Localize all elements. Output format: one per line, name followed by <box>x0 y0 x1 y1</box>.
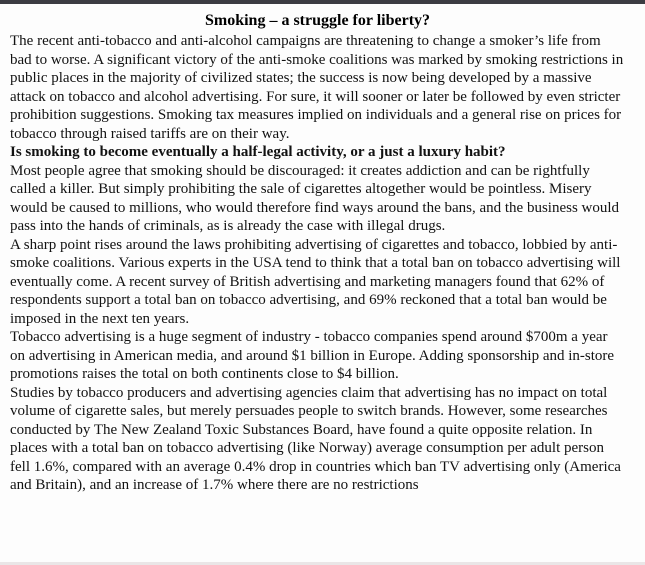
paragraph-studies: Studies by tobacco producers and advertising agencies claim that advertising has no impact on total volume of cigarette sales, but merely persuades people to switch brands. However, some researches conducted by The New Zealand Toxic Substances Board, have found a quite opposite relation. In places with a total ban on tobacco advertising (like Norway) average consumption per adult person fell 1.6%, compared with an average 0.4% drop in countries which ban TV advertising only (America and Britain), and an increase of 1.7% where there are no restrictions <box>10 384 621 493</box>
paragraph-intro: The recent anti-tobacco and anti-alcohol campaigns are threatening to change a smoker’s life from bad to worse. A significant victory of the anti-smoke coalitions was marked by smoking restrictions in public places in the majority of civilized states; the success is now being developed by a massive attack on tobacco and alcohol advertising. For sure, it will sooner or later be followed by even stricter prohibition suggestions. Smoking tax measures implied on individuals and a general rise on prices for tobacco through raised tariffs are on their way. <box>10 33 624 142</box>
paragraph-intro-question: Is smoking to become eventually a half-legal activity, or a just a luxury habit? <box>10 144 506 160</box>
paragraph-advertising-laws: A sharp point rises around the laws prohibiting advertising of cigarettes and tobacco, lobbied by anti-smoke coalitions. Various experts in the USA tend to think that a total ban on tobacco advertising will eventually come. A recent survey of British advertising and marketing managers found that 62% of respondents support a total ban on tobacco advertising, and 69% reckoned that a total ban would be imposed in the next ten years. <box>10 236 621 327</box>
paragraph-discouraged: Most people agree that smoking should be discouraged: it creates addiction and can be rightfully called a killer. But simply prohibiting the sale of cigarettes altogether would be pointless. Misery would be caused to millions, who would therefore find ways around the bans, and the business would pass into the hands of criminals, as is already the case with illegal drugs. <box>10 162 620 234</box>
paragraph-advertising-spend: Tobacco advertising is a huge segment of industry - tobacco companies spend around $700m a year on advertising in American media, and around $1 billion in Europe. Adding sponsorship and in-store promotions raises the total on both continents close to $4 billion. <box>10 329 615 382</box>
article-title: Smoking – a struggle for liberty? <box>204 12 431 29</box>
article-content <box>0 4 645 495</box>
